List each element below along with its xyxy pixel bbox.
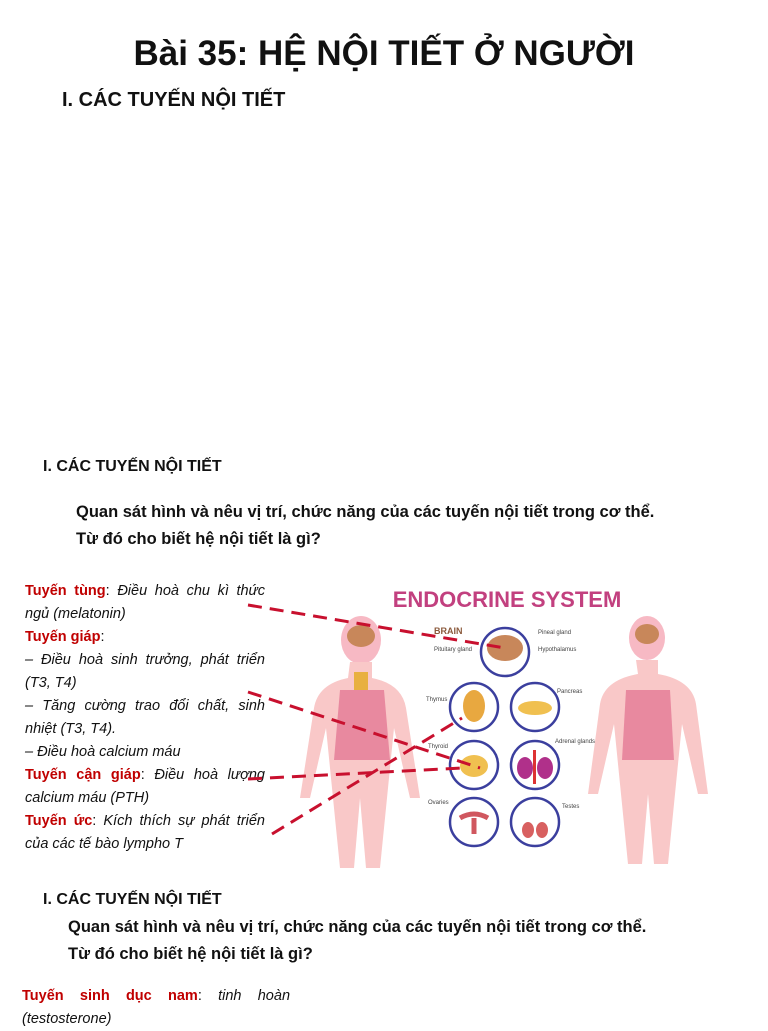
- label-pituitary: Pituitary gland: [434, 647, 473, 653]
- separator: :: [100, 629, 105, 645]
- label-thymus: Thymus: [426, 697, 448, 703]
- separator: :: [140, 767, 155, 783]
- separator: :: [92, 813, 104, 829]
- gland-function: Điều hoà chu kì thức ngủ (melatonin): [25, 583, 265, 622]
- slide2-question: [68, 914, 646, 968]
- label-ovaries: Ovaries: [428, 800, 449, 806]
- question-line-1: Quan sát hình và nêu vị trí, chức năng của các tuyến nội tiết trong cơ thể.: [76, 503, 655, 521]
- label-pancreas: Pancreas: [557, 689, 583, 695]
- slide1-heading: I. CÁC TUYẾN NỘI TIẾT: [43, 458, 222, 475]
- gland-name: Tuyến ức: [25, 813, 93, 829]
- label-brain: BRAIN: [434, 626, 463, 636]
- gland-name: Tuyến sinh dục nam: [22, 988, 198, 1004]
- gland-name: Tuyến giáp: [25, 629, 101, 645]
- section-heading: I. CÁC TUYẾN NỘI TIẾT: [62, 89, 286, 111]
- gland-name: Tuyến tùng: [25, 583, 106, 599]
- testes-circle: [511, 798, 559, 846]
- gland-function: tinh hoàn: [218, 988, 291, 1004]
- label-adrenal: Adrenal glands: [555, 739, 596, 745]
- label-pineal: Pineal gland: [538, 630, 572, 636]
- thyroid-function-1: – Điều hoà sinh trưởng, phát triển (T3, T4): [25, 652, 265, 691]
- label-testes: Testes: [562, 804, 580, 810]
- slide2-heading: I. CÁC TUYẾN NỘI TIẾT: [43, 891, 222, 908]
- question-line-2: Từ đó cho biết hệ nội tiết là gì?: [76, 530, 321, 548]
- gland-function: Kích thích sự phát triển của các tế bào lympho T: [25, 813, 265, 852]
- page-title: Bài 35: HỆ NỘI TIẾT Ở NGƯỜI: [133, 34, 635, 73]
- pancreas-icon: [518, 701, 552, 715]
- gland-hormone: (testosterone): [22, 1011, 112, 1027]
- thyroid-function-3: – Điều hoà calcium máu: [25, 744, 181, 760]
- question-line-2: Từ đó cho biết hệ nội tiết là gì?: [68, 945, 313, 963]
- thymus-icon: [463, 690, 485, 722]
- male-body-illustration: [588, 616, 708, 864]
- brain-icon: [487, 635, 523, 661]
- gland-function: Điều hoà lượng calcium máu (PTH): [25, 767, 265, 806]
- separator: :: [197, 988, 219, 1004]
- thyroid-function-2: – Tăng cường trao đổi chất, sinh nhiệt (T3, T4).: [25, 698, 265, 737]
- gland-name: Tuyến cận giáp: [25, 767, 141, 783]
- separator: :: [105, 583, 118, 599]
- label-hypothalamus: Hypothalamus: [538, 647, 577, 653]
- thyroid-icon: [460, 755, 488, 777]
- figure-title: ENDOCRINE SYSTEM: [392, 587, 622, 612]
- label-thyroid: Thyroid: [428, 744, 449, 750]
- question-line-1: Quan sát hình và nêu vị trí, chức năng của các tuyến nội tiết trong cơ thể.: [68, 918, 647, 936]
- item-male-gonad: [22, 985, 290, 1031]
